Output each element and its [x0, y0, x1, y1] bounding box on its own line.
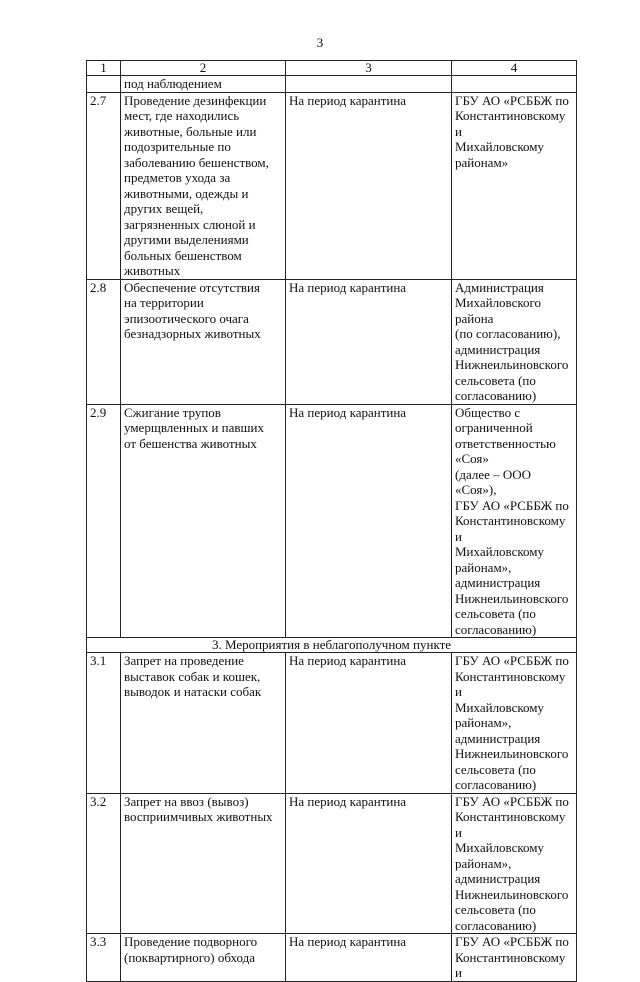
responsible-cell-line: Нижнеильиновского [455, 746, 569, 761]
responsible-cell-line: Михайловскому [455, 544, 545, 559]
measure-cell-line: выводок и натаски собак [124, 684, 262, 699]
responsible-cell [452, 793, 577, 934]
measure-cell [121, 653, 286, 794]
responsible-cell-line: Михайловскому [455, 699, 545, 715]
responsible-cell-line: Константиновскому и [455, 668, 566, 699]
responsible-cell-line: сельсовета (по [455, 902, 536, 917]
row-number: 2.9 [87, 404, 121, 638]
table-row [87, 934, 577, 982]
responsible-cell-line: ГБУ АО «РСББЖ по [455, 92, 569, 108]
measures-table [86, 60, 577, 982]
responsible-cell-line: Михайловскому [455, 139, 545, 154]
responsible-cell-line: администрация [455, 871, 541, 886]
measure-cell-line: Проведение дезинфекции [124, 92, 267, 108]
responsible-cell-line: Михайловского района [455, 295, 542, 326]
column-header-3: 3 [286, 61, 452, 76]
measure-cell-line: восприимчивых животных [124, 809, 273, 824]
responsible-cell-line: сельсовета (по [455, 606, 536, 621]
measure-cell-line: другими выделениями [124, 232, 249, 247]
column-header-4: 4 [452, 61, 577, 76]
measure-cell [121, 934, 286, 982]
section-header-row [87, 638, 577, 653]
responsible-cell-line: согласованию) [455, 388, 537, 403]
responsible-cell-line: районам», [455, 715, 512, 730]
term-cell [286, 279, 452, 404]
column-header-2: 2 [121, 61, 286, 76]
measure-cell-line: животных [124, 263, 181, 278]
measure-cell [121, 92, 286, 279]
page-number: 3 [316, 35, 324, 50]
measure-cell-line: других вещей, [124, 201, 204, 216]
term-cell [286, 404, 452, 638]
responsible-cell-line: Общество с [455, 404, 521, 420]
row-number: 3.3 [87, 934, 121, 982]
responsible-cell-line: сельсовета (по [455, 761, 536, 777]
term-cell [286, 92, 452, 279]
measure-cell-line: больных бешенством [124, 247, 242, 263]
responsible-cell-line: районам», [455, 559, 512, 575]
responsible-cell [452, 76, 577, 93]
measure-cell [121, 793, 286, 934]
responsible-cell [452, 404, 577, 638]
term-cell-line: На период карантина [289, 404, 407, 420]
row-number: 2.7 [87, 92, 121, 279]
responsible-cell-line: ГБУ АО «РСББЖ по [455, 934, 569, 949]
responsible-cell-line: Михайловскому [455, 840, 545, 855]
measure-cell [121, 76, 286, 93]
measure-cell-line: Сжигание трупов [124, 404, 221, 420]
responsible-cell-line: Константиновскому и [455, 949, 566, 980]
table-body [87, 76, 577, 982]
measure-cell-line: на территории [124, 295, 204, 310]
responsible-cell-line: ответственностью «Соя» [455, 435, 556, 466]
term-cell [286, 653, 452, 794]
table-row [87, 279, 577, 404]
responsible-cell-line: ограниченной [455, 420, 533, 435]
measure-cell-line: выставок собак и кошек, [124, 668, 261, 684]
table-row [87, 404, 577, 638]
responsible-cell-line: районам», [455, 855, 512, 871]
table-row [87, 76, 577, 93]
responsible-cell-line: ГБУ АО «РСББЖ по [455, 653, 569, 668]
responsible-cell-line: Администрация [455, 279, 544, 295]
term-cell [286, 76, 452, 93]
column-header-1: 1 [87, 61, 121, 76]
responsible-cell-line: Нижнеильиновского [455, 886, 569, 902]
measure-cell-line: умерщвленных и павших [124, 420, 264, 435]
measure-cell-line: загрязненных слюной и [124, 216, 256, 232]
measure-cell [121, 279, 286, 404]
term-cell-line: На период карантина [289, 92, 407, 108]
responsible-cell-line: согласованию) [455, 621, 537, 637]
responsible-cell-line: администрация [455, 730, 541, 746]
responsible-cell-line: (далее – ООО «Соя»), [455, 466, 532, 497]
measure-cell-line: Запрет на проведение [124, 653, 244, 668]
responsible-cell-line: (по согласованию), [455, 326, 561, 341]
measure-cell-line: под наблюдением [124, 76, 222, 91]
row-number: 2.8 [87, 279, 121, 404]
term-cell-line: На период карантина [289, 793, 407, 809]
responsible-cell [452, 934, 577, 982]
table-row [87, 653, 577, 794]
term-cell [286, 934, 452, 982]
measure-cell-line: Обеспечение отсутствия [124, 279, 260, 295]
measure-cell-line: подозрительные по [124, 139, 231, 154]
row-number: 3.2 [87, 793, 121, 934]
table-row [87, 793, 577, 934]
responsible-cell-line: сельсовета (по [455, 372, 536, 388]
responsible-cell-line: согласованию) [455, 917, 537, 933]
responsible-cell-line: районам» [455, 154, 509, 170]
table-header-row [87, 61, 577, 76]
measure-cell-line: (поквартирного) обхода [124, 949, 255, 965]
measure-cell-line: предметов ухода за [124, 170, 231, 185]
responsible-cell-line: ГБУ АО «РСББЖ по [455, 793, 569, 809]
measure-cell-line: эпизоотического очага [124, 310, 249, 326]
measure-cell-line: мест, где находились [124, 108, 240, 123]
measure-cell-line: безнадзорных животных [124, 326, 261, 341]
responsible-cell-line: администрация [455, 575, 541, 590]
measure-cell-line: животными, одежды и [124, 185, 249, 201]
measure-cell-line: заболеванию бешенством, [124, 154, 269, 170]
responsible-cell-line: Нижнеильиновского [455, 357, 569, 372]
measure-cell-line: Запрет на ввоз (вывоз) [124, 793, 249, 809]
measure-cell-line: от бешенства животных [124, 435, 257, 451]
responsible-cell [452, 92, 577, 279]
responsible-cell [452, 653, 577, 794]
responsible-cell [452, 279, 577, 404]
measure-cell-line: Проведение подворного [124, 934, 258, 949]
row-number: 3.1 [87, 653, 121, 794]
term-cell [286, 793, 452, 934]
responsible-cell-line: Нижнеильиновского [455, 590, 569, 606]
term-cell-line: На период карантина [289, 279, 407, 295]
responsible-cell-line: Константиновскому и [455, 513, 566, 544]
measure-cell-line: животные, больные или [124, 123, 257, 139]
table-row [87, 92, 577, 279]
responsible-cell-line: администрация [455, 341, 541, 357]
responsible-cell-line: Константиновскому и [455, 809, 566, 840]
term-cell-line: На период карантина [289, 934, 407, 949]
measure-cell [121, 404, 286, 638]
section-title: 3. Мероприятия в неблагополучном пункте [87, 638, 577, 653]
responsible-cell-line: ГБУ АО «РСББЖ по [455, 497, 569, 513]
responsible-cell-line: согласованию) [455, 777, 537, 792]
responsible-cell-line: Константиновскому и [455, 108, 566, 139]
term-cell-line: На период карантина [289, 653, 407, 668]
row-number [87, 76, 121, 93]
